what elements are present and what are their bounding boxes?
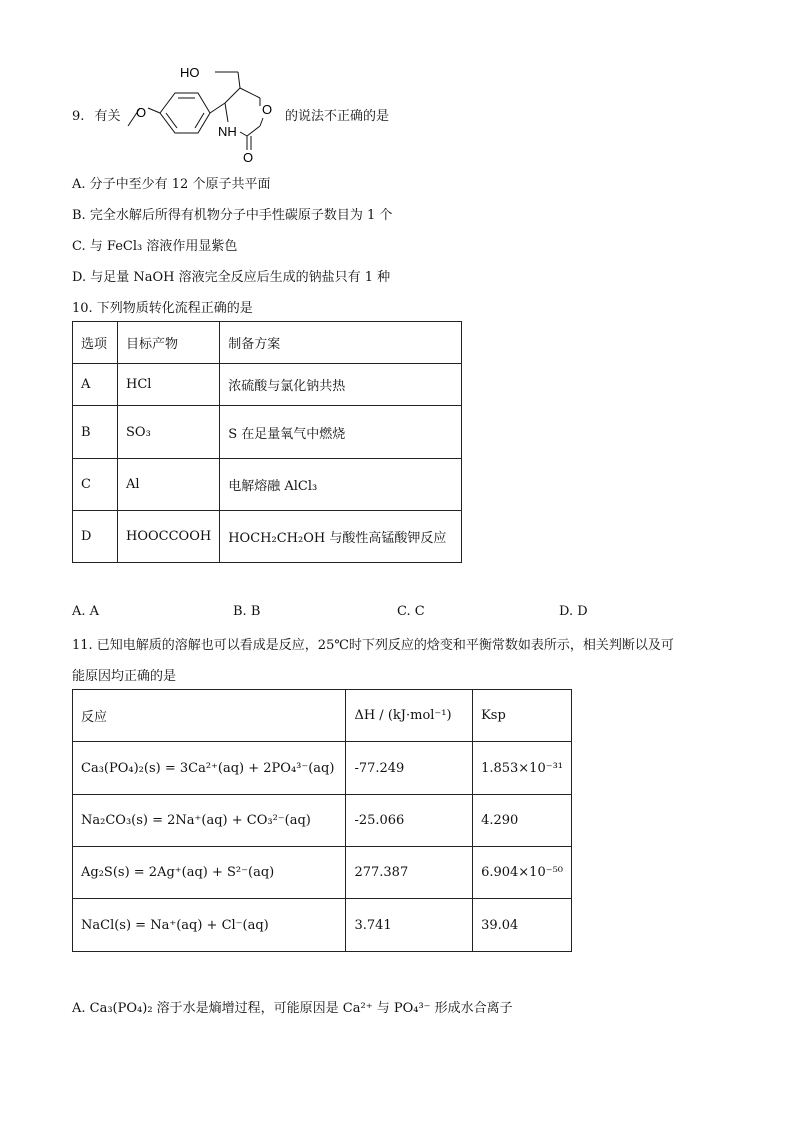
table-header-row: [73, 690, 572, 742]
table-cell: D: [73, 511, 118, 563]
q9-number: 9.: [72, 109, 85, 124]
table-cell: 4.290: [473, 795, 572, 847]
table-cell: Ca₃(PO₄)₂(s) = 3Ca²⁺(aq) + 2PO₄³⁻(aq): [73, 742, 346, 795]
table-row: [73, 899, 572, 952]
q10-stem: 10. 下列物质转化流程正确的是: [72, 301, 253, 316]
table-row: [73, 847, 572, 899]
methoxy-o-label: O: [136, 105, 147, 120]
table-row: [73, 511, 462, 563]
header-cell: 目标产物: [118, 322, 220, 364]
table-cell: 39.04: [473, 899, 572, 952]
table-row: [73, 795, 572, 847]
table-cell: NaCl(s) = Na⁺(aq) + Cl⁻(aq): [73, 899, 346, 952]
q9-suffix: 的说法不正确的是: [285, 109, 390, 124]
table-cell: B: [73, 406, 118, 459]
q10-answer-a: A. A: [72, 604, 100, 619]
table-cell: -25.066: [346, 795, 473, 847]
carbonyl-o-label: O: [243, 150, 254, 165]
table-cell: 277.387: [346, 847, 473, 899]
table-cell: 3.741: [346, 899, 473, 952]
header-cell: ΔH / (kJ·mol⁻¹): [346, 690, 473, 742]
q11-stem-line2: 能原因均正确的是: [72, 669, 177, 684]
header-cell: 反应: [73, 690, 346, 742]
q9-option-c: C. 与 FeCl₃ 溶液作用显紫色: [72, 239, 238, 254]
table-row: [73, 406, 462, 459]
table-cell: 电解熔融 AlCl₃: [220, 459, 462, 511]
header-cell: Ksp: [473, 690, 572, 742]
q11-stem-line1: 11. 已知电解质的溶解也可以看成是反应，25℃时下列反应的焓变和平衡常数如表所示，相关判断以及可: [72, 638, 674, 653]
table-row: [73, 742, 572, 795]
q10-table: [72, 321, 462, 563]
q11-option-a: A. Ca₃(PO₄)₂ 溶于水是熵增过程，可能原因是 Ca²⁺ 与 PO₄³⁻ 形成水合离子: [72, 1001, 513, 1016]
q10-answer-c: C. C: [397, 604, 425, 619]
table-cell: C: [73, 459, 118, 511]
table-cell: A: [73, 364, 118, 406]
table-cell: -77.249: [346, 742, 473, 795]
table-cell: HOCH₂CH₂OH 与酸性高锰酸钾反应: [220, 511, 462, 563]
ho-label: HO: [180, 65, 200, 80]
table-header-row: [73, 322, 462, 364]
nh-label: NH: [218, 124, 237, 139]
table-cell: HCl: [118, 364, 220, 406]
table-cell: Na₂CO₃(s) = 2Na⁺(aq) + CO₃²⁻(aq): [73, 795, 346, 847]
header-cell: 制备方案: [220, 322, 462, 364]
q9-option-b: B. 完全水解后所得有机物分子中手性碳原子数目为 1 个: [72, 208, 393, 223]
table-cell: Al: [118, 459, 220, 511]
table-cell: SO₃: [118, 406, 220, 459]
ring-o-label: O: [262, 102, 273, 117]
q9-prefix: 有关: [94, 109, 121, 124]
table-cell: 浓硫酸与氯化钠共热: [220, 364, 462, 406]
table-row: [73, 364, 462, 406]
table-cell: 1.853×10⁻³¹: [473, 742, 572, 795]
header-cell: 选项: [73, 322, 118, 364]
table-cell: HOOCCOOH: [118, 511, 220, 563]
q9-option-a: A. 分子中至少有 12 个原子共平面: [72, 177, 271, 192]
q11-table: [72, 689, 572, 952]
q10-answer-d: D. D: [559, 604, 588, 619]
table-cell: 6.904×10⁻⁵⁰: [473, 847, 572, 899]
table-cell: Ag₂S(s) = 2Ag⁺(aq) + S²⁻(aq): [73, 847, 346, 899]
table-row: [73, 459, 462, 511]
q10-answer-b: B. B: [233, 604, 261, 619]
table-cell: S 在足量氧气中燃烧: [220, 406, 462, 459]
q9-option-d: D. 与足量 NaOH 溶液完全反应后生成的钠盐只有 1 种: [72, 270, 391, 285]
q9-molecule-structure: [100, 58, 300, 168]
